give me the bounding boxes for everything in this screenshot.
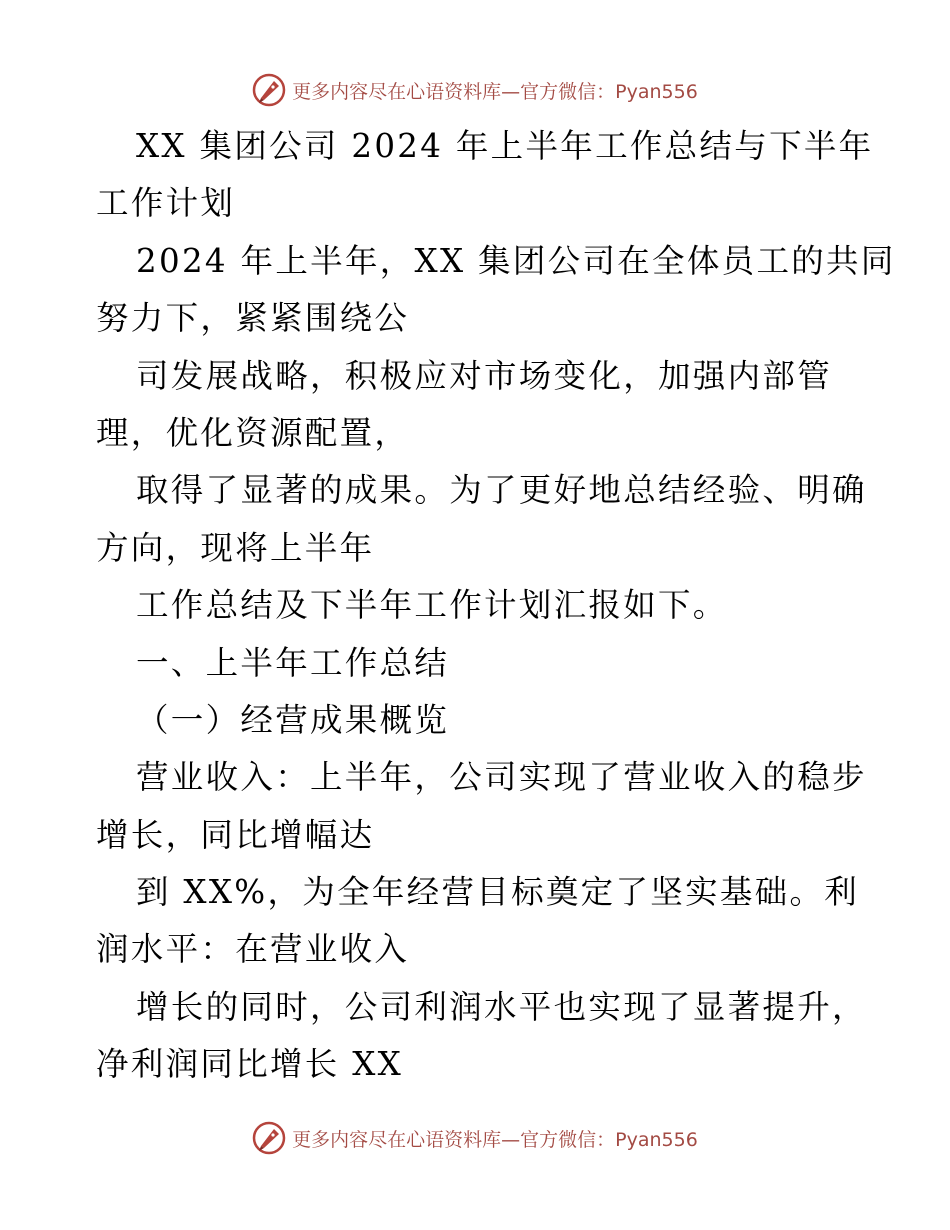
paragraph-line: 方向，现将上半年 [96, 528, 375, 567]
paragraph-line: 工作总结及下半年工作计划汇报如下。 [136, 586, 728, 625]
subsection-heading: （一）经营成果概览 [136, 700, 450, 739]
document-body [96, 118, 896, 1094]
doc-title-line-2: 工作计划 [96, 184, 236, 223]
pen-nib-logo-icon [252, 1121, 286, 1155]
paragraph-line: 2024 年上半年，XX 集团公司在全体员工的共同 [136, 241, 896, 280]
paragraph-line: 司发展战略，积极应对市场变化，加强内部管 [136, 356, 833, 395]
section-heading: 一、上半年工作总结 [136, 643, 450, 682]
pen-nib-logo-icon [252, 73, 286, 107]
paragraph-line: 努力下，紧紧围绕公 [96, 299, 410, 338]
header-watermark [0, 70, 950, 110]
doc-title-line-1: XX 集团公司 2024 年上半年工作总结与下半年 [136, 127, 874, 165]
header-watermark-text: 更多内容尽在心语资料库—官方微信：Pyan556 [292, 80, 698, 103]
footer-watermark-text: 更多内容尽在心语资料库—官方微信：Pyan556 [292, 1128, 698, 1151]
paragraph-line: 取得了显著的成果。为了更好地总结经验、明确 [136, 471, 867, 510]
paragraph-line: 增长的同时，公司利润水平也实现了显著提升， [136, 987, 867, 1026]
paragraph-line: 净利润同比增长 XX [96, 1045, 404, 1084]
paragraph-line: 润水平：在营业收入 [96, 930, 410, 969]
paragraph-line: 增长，同比增幅达 [96, 815, 375, 854]
footer-watermark [0, 1118, 950, 1158]
paragraph-line: 到 XX%，为全年经营目标奠定了坚实基础。利 [136, 873, 860, 912]
paragraph-line: 营业收入：上半年，公司实现了营业收入的稳步 [136, 758, 867, 797]
paragraph-line: 理，优化资源配置， [96, 413, 410, 452]
